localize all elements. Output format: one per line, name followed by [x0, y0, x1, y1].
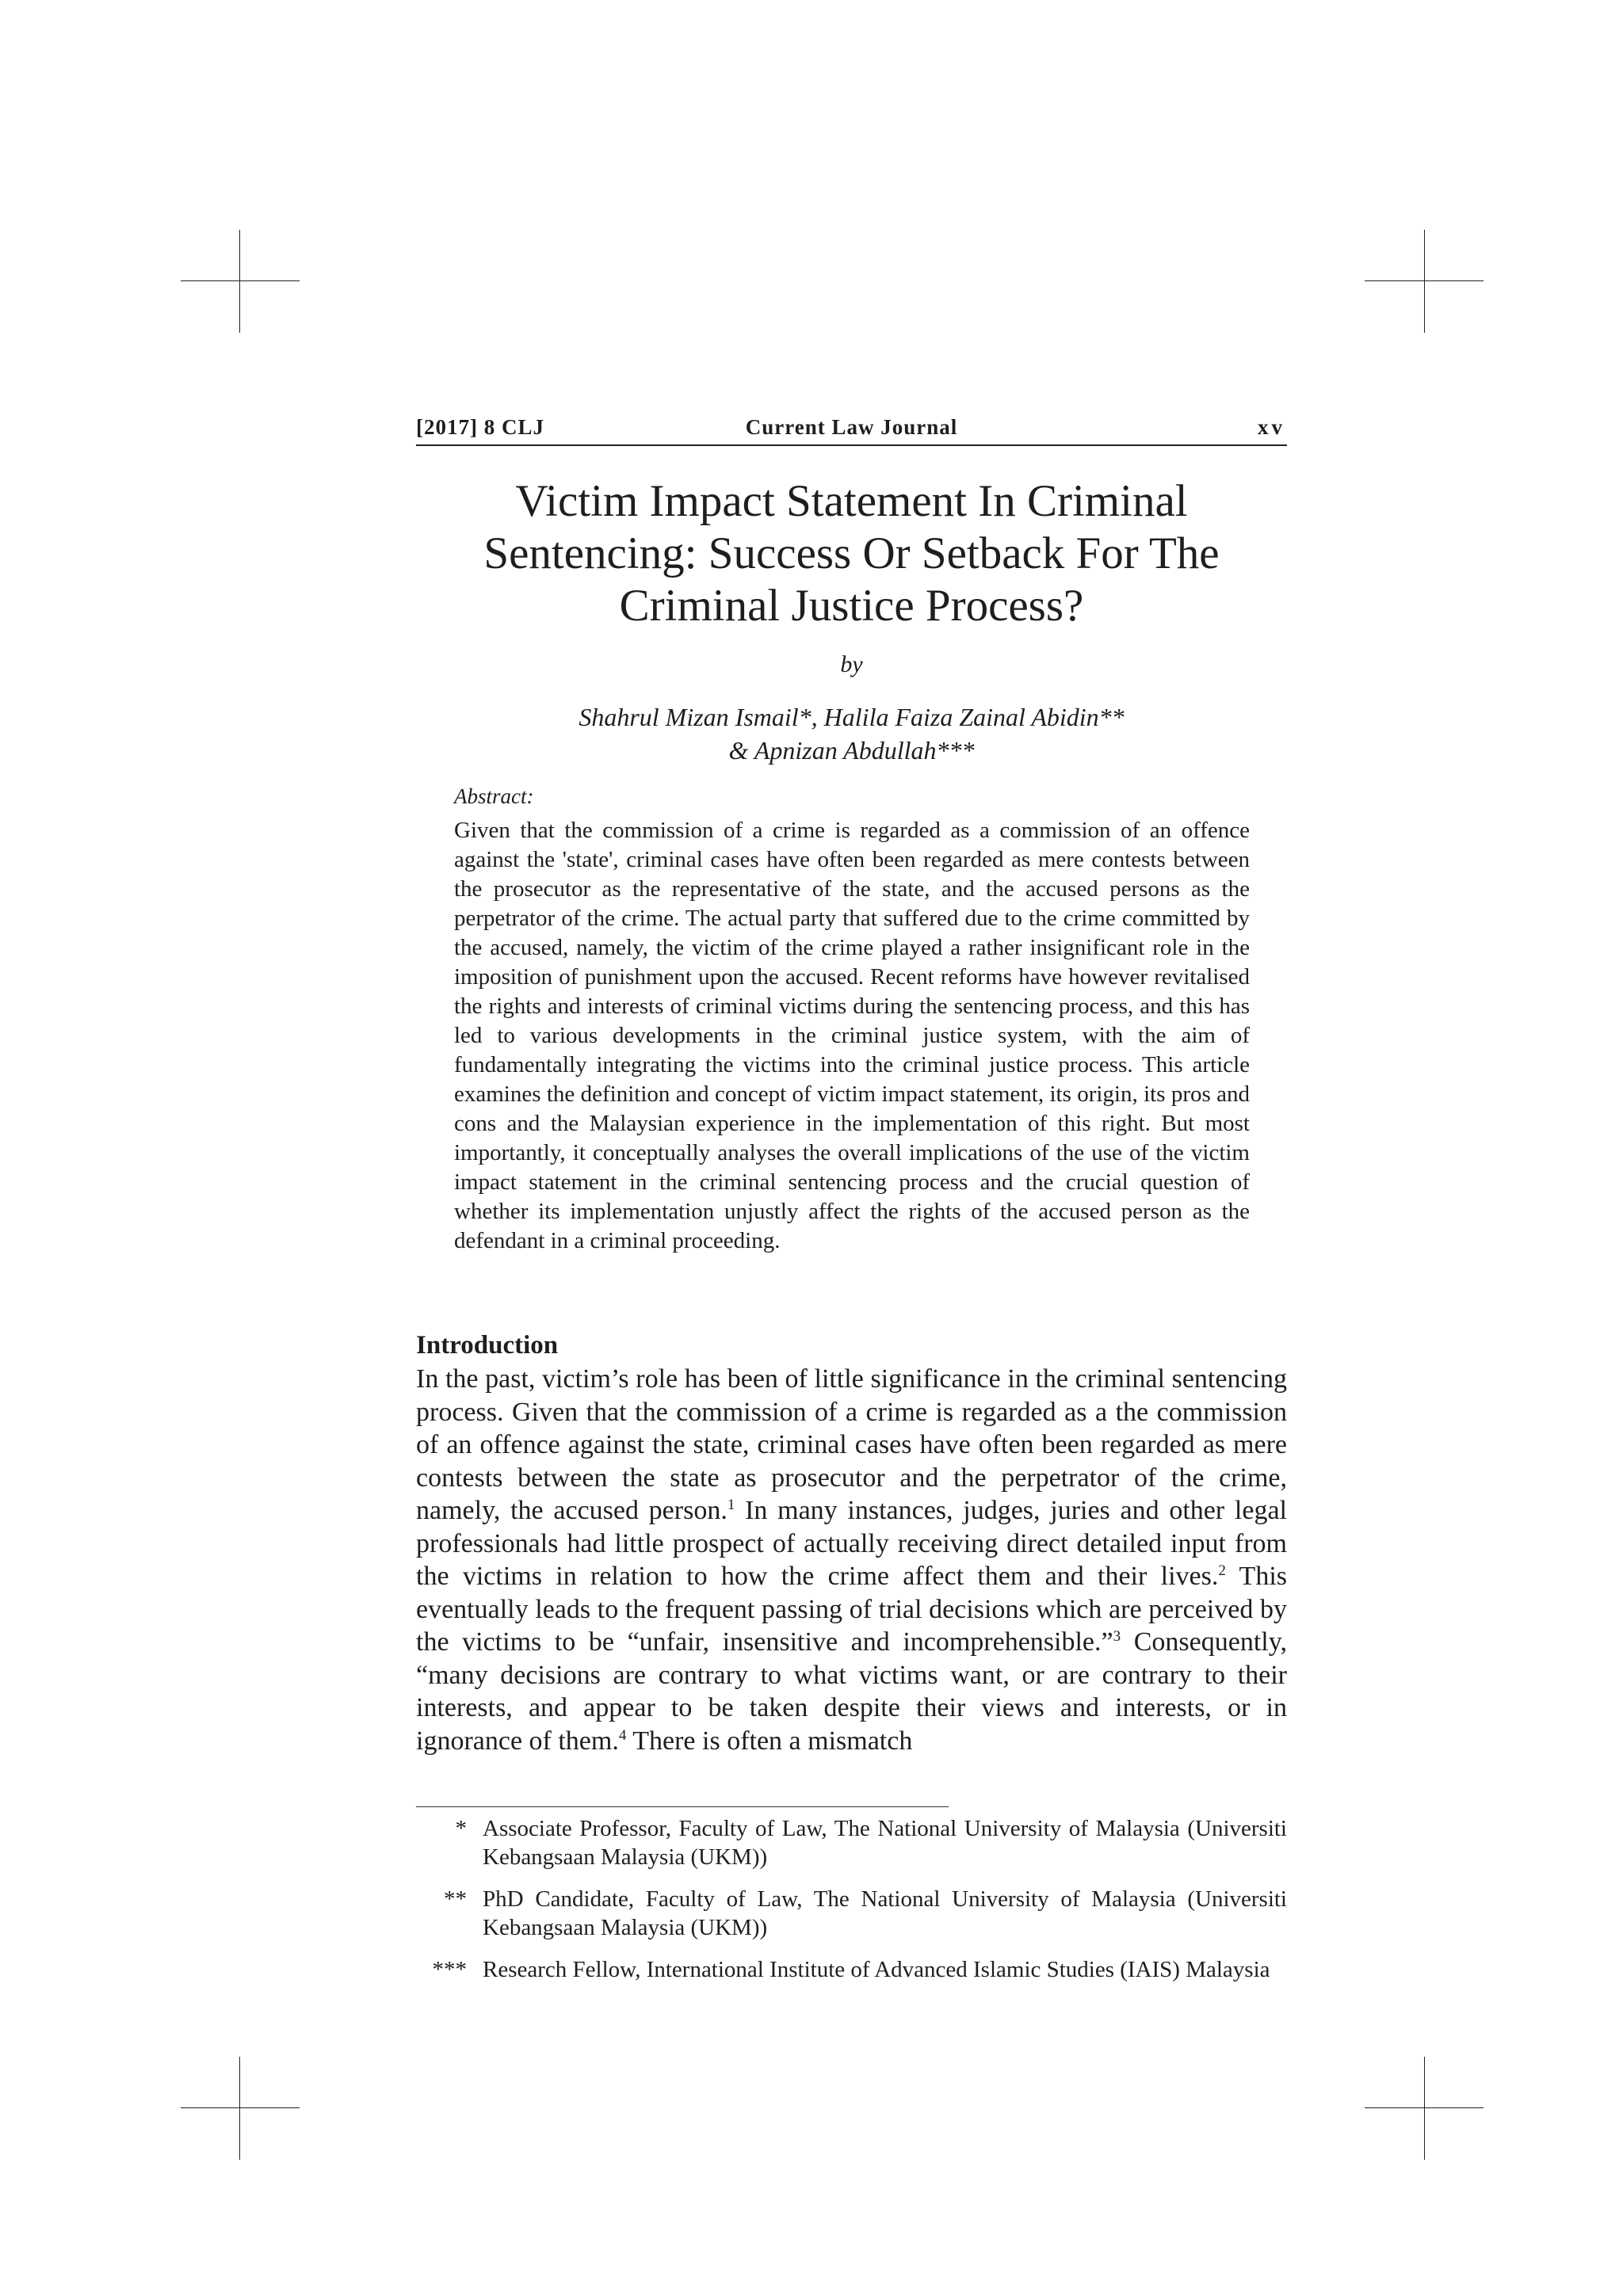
intro-text-segment: Consequently, “many decisions are contrary to what victims want, or are contrary to their interests, and appear to be taken despite their views and interests, or in ignorance of them. [416, 1627, 1288, 1756]
footnote-reference[interactable]: 3 [1113, 1628, 1121, 1645]
authors [416, 700, 1287, 767]
footnote [416, 1955, 1287, 1984]
footnote-mark: ** [444, 1886, 467, 1912]
crop-mark-bottom-right-v [1424, 2057, 1425, 2160]
footnote-text: Associate Professor, Faculty of Law, The National University of Malaysia (Universiti Kebangsaan Malaysia (UKM)) [483, 1816, 1287, 1870]
article-title [416, 475, 1287, 632]
crop-mark-top-left-h [181, 280, 300, 281]
footnote-reference[interactable]: 2 [1218, 1562, 1226, 1579]
byline: by [840, 651, 863, 677]
footnote-mark: * [455, 1816, 467, 1841]
crop-mark-bottom-left-v [239, 2057, 240, 2160]
introduction-paragraph [416, 1363, 1287, 1757]
journal-name: Current Law Journal [745, 415, 958, 439]
footnote-text: PhD Candidate, Faculty of Law, The National University of Malaysia (Universiti Kebangsaan Malaysia (UKM)) [483, 1886, 1287, 1940]
title-line: Victim Impact Statement In Criminal [515, 476, 1188, 526]
crop-mark-top-right-v [1424, 230, 1425, 333]
intro-text-segment: In the past, victim’s role has been of little significance in the criminal sentencing process. Given that the commission of a crime is regarded as a the commission of an offence against the state, criminal cases have often been regarded as mere contests between the state as prosecutor and the perpetrator of the crime, namely, the accused person. [416, 1364, 1287, 1525]
intro-text-segment: There is often a mismatch [626, 1726, 913, 1756]
footnotes [416, 1814, 1287, 1997]
author-line: Shahrul Mizan Ismail*, Halila Faiza Zainal Abidin** [579, 703, 1125, 731]
intro-text-segment: In many instances, judges, juries and other legal professionals had little prospect of actually receiving direct detailed input from the victims in relation to how the crime affect them and their lives. [416, 1496, 1287, 1591]
author-line: & Apnizan Abdullah*** [728, 736, 975, 765]
abstract-text: Given that the commission of a crime is regarded as a commission of an offence against the 'state', criminal cases have often been regarded as mere contests between the prosecutor as the representative of the state, and the accused persons as the perpetrator of the crime. The actual party that suffered due to the crime committed by the accused, namely, the victim of the crime played a rather insignificant role in the imposition of punishment upon the accused. Recent reforms have however revitalised the rights and interests of criminal victims during the sentencing process, and this has led to various developments in the criminal justice system, with the aim of fundamentally integrating the victims into the criminal justice process. This article examines the definition and concept of victim impact statement, its origin, its pros and cons and the Malaysian experience in the implementation of this right. But most importantly, it conceptually analyses the overall implications of the use of the victim impact statement in the criminal sentencing process and the crucial question of whether its implementation unjustly affect the rights of the accused person as the defendant in a criminal proceeding. [454, 818, 1250, 1253]
crop-mark-top-left-v [239, 230, 240, 333]
citation: [2017] 8 CLJ [416, 415, 544, 439]
footnote-reference[interactable]: 1 [727, 1497, 735, 1513]
footnote [416, 1885, 1287, 1942]
title-line: Sentencing: Success Or Setback For The [483, 528, 1220, 578]
page-number: xv [1258, 415, 1285, 439]
title-line: Criminal Justice Process? [619, 581, 1084, 631]
running-header [416, 414, 1287, 446]
crop-mark-bottom-left-h [181, 2107, 300, 2108]
footnote [416, 1814, 1287, 1871]
section-heading-introduction: Introduction [416, 1331, 559, 1360]
footnote-reference[interactable]: 4 [618, 1726, 627, 1744]
footnote-text: Research Fellow, International Institute of Advanced Islamic Studies (IAIS) Malaysia [483, 1957, 1270, 1982]
abstract-label: Abstract: [454, 784, 534, 808]
footnote-mark: *** [432, 1957, 467, 1982]
intro-text-segment: This eventually leads to the frequent passing of trial decisions which are perceived by the victims to be “unfair, insensitive and incomprehensible.” [416, 1562, 1287, 1657]
footnote-separator [416, 1806, 949, 1807]
